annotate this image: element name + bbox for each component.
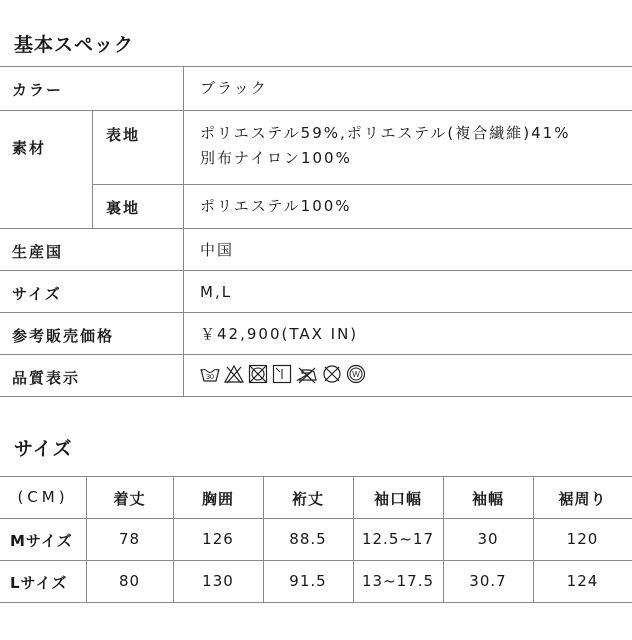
origin-label: 生産国 xyxy=(12,243,64,261)
wet-clean-icon xyxy=(346,364,366,384)
table-cell: 30 xyxy=(477,530,499,548)
header-unit: (CM) xyxy=(17,488,69,506)
table-cell: 91.5 xyxy=(289,572,327,590)
price-value: ￥42,900(TAX IN) xyxy=(200,325,359,343)
size-label: サイズ xyxy=(12,285,62,303)
no-bleach-icon xyxy=(224,364,244,384)
header-chest: 胸囲 xyxy=(201,490,234,508)
table-cell: 30.7 xyxy=(469,572,507,590)
header-sleeve-width: 袖幅 xyxy=(471,490,504,508)
header-sleeve-length: 裄丈 xyxy=(291,490,324,508)
divider xyxy=(0,228,632,229)
divider xyxy=(0,312,632,313)
row-label-l: Lサイズ xyxy=(10,574,68,592)
spec-title: 基本スペック xyxy=(14,34,135,56)
table-cell: 13~17.5 xyxy=(361,572,435,590)
table-cell: 120 xyxy=(566,530,599,548)
row-label-m: Mサイズ xyxy=(10,532,73,550)
outer-fabric-value-line2: 別布ナイロン100% xyxy=(200,149,352,167)
material-label: 素材 xyxy=(12,139,47,157)
no-iron-icon xyxy=(296,364,318,384)
divider xyxy=(0,396,632,397)
header-cuff-width: 袖口幅 xyxy=(373,490,422,508)
column-divider xyxy=(92,110,93,228)
table-cell: 80 xyxy=(118,572,141,590)
origin-value: 中国 xyxy=(200,241,235,259)
table-cell: 78 xyxy=(118,530,141,548)
lining-value: ポリエステル100% xyxy=(200,197,352,215)
divider xyxy=(0,560,632,561)
divider xyxy=(0,270,632,271)
wash-tub-icon xyxy=(200,364,220,384)
color-value: ブラック xyxy=(200,79,268,97)
table-cell: 126 xyxy=(202,530,234,548)
divider xyxy=(0,66,632,67)
divider xyxy=(92,184,632,185)
column-divider xyxy=(183,66,184,396)
table-cell: 124 xyxy=(566,572,599,590)
divider xyxy=(0,518,632,519)
color-label: カラー xyxy=(12,81,64,99)
lining-label: 裏地 xyxy=(106,199,141,217)
care-symbols xyxy=(200,364,366,384)
divider xyxy=(0,354,632,355)
divider xyxy=(0,602,632,603)
line-dry-icon xyxy=(272,364,292,384)
table-cell: 130 xyxy=(202,572,234,590)
header-length: 着丈 xyxy=(113,490,146,508)
no-dryclean-icon xyxy=(322,364,342,384)
outer-fabric-value-line1: ポリエステル59%,ポリエステル(複合繊維)41% xyxy=(200,124,571,142)
svg-text:30: 30 xyxy=(206,374,214,381)
table-cell: 12.5~17 xyxy=(361,530,435,548)
outer-fabric-label: 表地 xyxy=(106,126,141,144)
header-hem: 裾周り xyxy=(558,490,607,508)
svg-text:W: W xyxy=(352,370,360,379)
size-table-title: サイズ xyxy=(14,438,73,460)
divider xyxy=(0,110,632,111)
care-label: 品質表示 xyxy=(12,369,81,387)
divider xyxy=(0,476,632,477)
size-value: M,L xyxy=(200,283,233,301)
table-cell: 88.5 xyxy=(289,530,327,548)
price-label: 参考販売価格 xyxy=(12,327,115,345)
no-tumble-dry-icon xyxy=(248,364,268,384)
